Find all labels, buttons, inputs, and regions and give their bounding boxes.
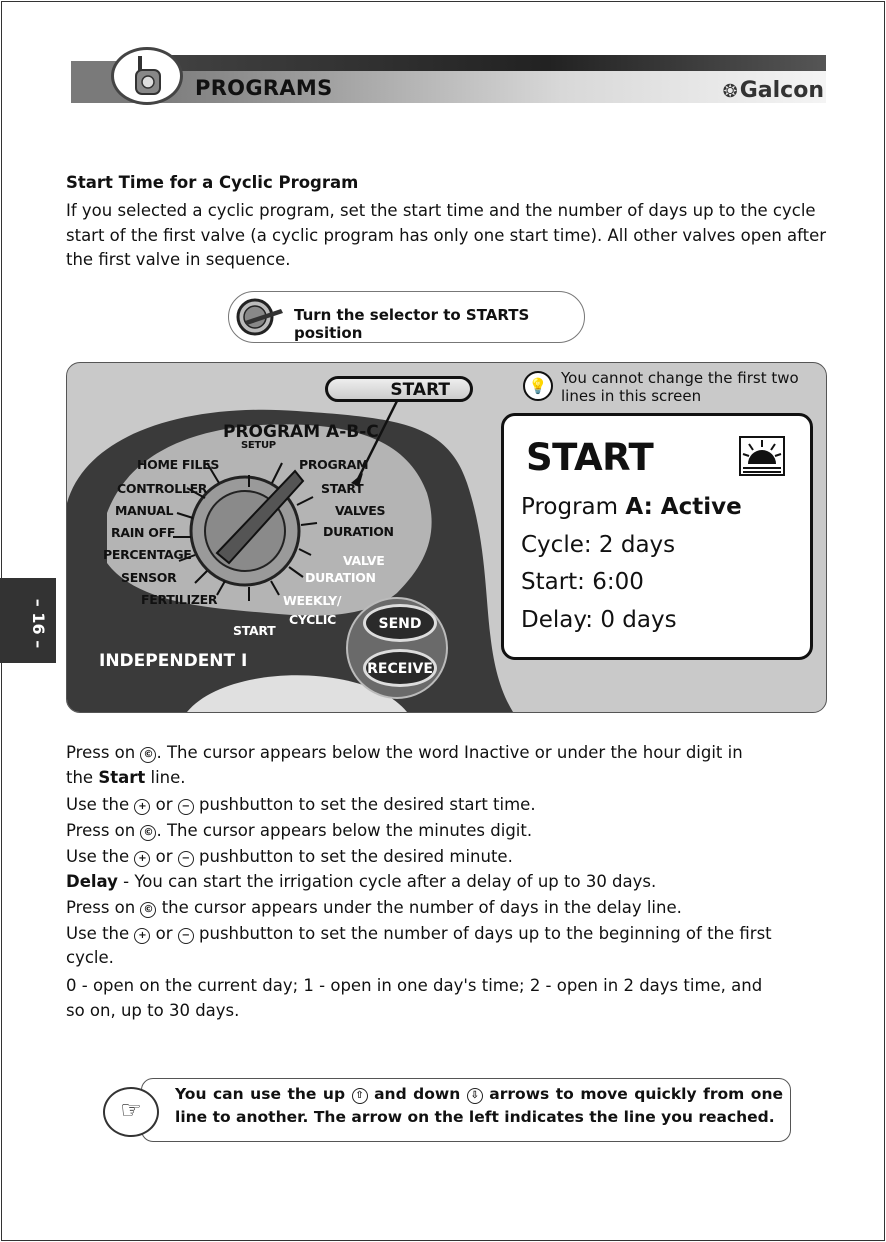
section-heading: Start Time for a Cyclic Program	[66, 173, 359, 192]
instr-text: . The cursor appears below the word Inactive or under the hour digit in	[156, 743, 743, 762]
down-arrow-icon: ⇩	[467, 1088, 483, 1104]
dial-label-valves: VALVES	[335, 503, 386, 518]
instr-text: or	[150, 795, 178, 814]
plus-button-icon: +	[134, 851, 150, 867]
receive-button: RECEIVE	[363, 649, 437, 687]
page-title: PROGRAMS	[195, 76, 333, 100]
header-banner	[71, 55, 826, 103]
instruction-line-2	[66, 766, 846, 791]
instr-text: pushbutton to set the desired start time.	[193, 795, 536, 814]
programs-logo	[111, 47, 183, 105]
dial-label-start-right: START	[321, 481, 364, 496]
instruction-line-10: 0 - open on the current day; 1 - open in one day's time; 2 - open in 2 days time, and	[66, 976, 763, 995]
controller-device-icon	[132, 54, 164, 98]
tip-note	[103, 1073, 791, 1143]
independent-label: INDEPENDENT I	[99, 651, 248, 671]
lcd-program-value: A: Active	[625, 494, 742, 520]
dial-label-rain-off: RAIN OFF	[111, 525, 176, 540]
lcd-delay-line: Delay: 0 days	[521, 607, 677, 633]
instr-text: Use the	[66, 847, 135, 866]
lcd-start-line: Start: 6:00	[521, 569, 644, 595]
instr-text: Press on	[66, 821, 141, 840]
instr-text: pushbutton to set the number of days up to the beginning of the first	[193, 924, 772, 943]
galcon-logo-icon: ❂	[722, 81, 738, 102]
dial-label-valve-duration: DURATION	[305, 570, 376, 585]
dial-label-program: PROGRAM	[299, 457, 369, 472]
banner-main-bar	[71, 71, 826, 103]
dial-label-sensor: SENSOR	[121, 570, 177, 585]
instr-text: pushbutton to set the desired minute.	[193, 847, 513, 866]
selector-hint	[228, 291, 585, 343]
dial-label-weekly: WEEKLY/	[283, 593, 342, 608]
selector-knob-icon	[233, 297, 289, 337]
instruction-line-7	[66, 896, 846, 921]
instruction-line-6	[66, 870, 846, 895]
start-callout: START	[325, 376, 473, 402]
tip-note-text	[175, 1083, 783, 1129]
lightbulb-icon: 💡	[523, 371, 553, 401]
instr-bold: Start	[98, 768, 146, 787]
brand-logo	[723, 78, 824, 103]
instruction-line-4	[66, 819, 846, 844]
instruction-line-3	[66, 793, 846, 818]
plus-button-icon: +	[134, 799, 150, 815]
dial-label-cyclic: CYCLIC	[289, 612, 336, 627]
dial-label-valve: VALVE	[343, 553, 385, 568]
send-button: SEND	[363, 604, 437, 642]
dial-label-fertilizer: FERTILIZER	[141, 592, 218, 607]
lcd-program-label: Program	[521, 494, 619, 520]
dial-label-percentage: PERCENTAGE	[103, 547, 192, 562]
tip-text-line-1: You cannot change the first two	[561, 369, 799, 387]
page-number: – 16 –	[29, 598, 49, 649]
dial-label-setup: SETUP	[241, 440, 276, 451]
controller-illustration	[66, 362, 827, 713]
note-text: arrows to move quickly from one line to another. The arrow on the left indicates the line you reached.	[175, 1085, 783, 1126]
instr-text: or	[150, 847, 178, 866]
c-button-icon: ©	[140, 902, 156, 918]
banner-top-bar	[131, 55, 826, 71]
page-number-tab	[0, 578, 56, 663]
note-text: You can use the up	[175, 1085, 352, 1103]
instruction-line-1	[66, 741, 846, 766]
instruction-line-9: cycle.	[66, 948, 114, 967]
section-paragraph: If you selected a cyclic program, set the start time and the number of days up to the cycle start of the first valve (a cyclic program has only one start time). All other valves open after the first valve in sequence.	[66, 201, 827, 269]
instr-text: Press on	[66, 898, 141, 917]
dial-label-manual: MANUAL	[115, 503, 174, 518]
tip-text	[561, 369, 799, 405]
up-arrow-icon: ⇧	[352, 1088, 368, 1104]
lcd-title: START	[526, 436, 654, 479]
dial-label-controller: CONTROLLER	[117, 481, 208, 496]
lcd-program-line	[521, 494, 742, 520]
dial-label-home-files: HOME FILES	[137, 457, 220, 472]
instruction-line-11: so on, up to 30 days.	[66, 1001, 240, 1020]
brand-name: Galcon	[739, 78, 824, 103]
instr-text: or	[150, 924, 178, 943]
lcd-screen	[501, 413, 813, 660]
instr-text: . The cursor appears below the minutes digit.	[156, 821, 533, 840]
minus-button-icon: −	[178, 928, 194, 944]
instr-text: Use the	[66, 795, 135, 814]
tip-text-line-2: lines in this screen	[561, 387, 702, 405]
dial-label-start-bottom: START	[233, 623, 276, 638]
instr-text: the	[66, 768, 99, 787]
dial-title: PROGRAM A-B-C	[223, 422, 379, 442]
dial-label-duration: DURATION	[323, 524, 394, 539]
instruction-line-8	[66, 922, 846, 947]
c-button-icon: ©	[140, 747, 156, 763]
instr-text: line.	[145, 768, 186, 787]
instr-text: Press on	[66, 743, 141, 762]
instruction-line-5	[66, 845, 846, 870]
instr-text: the cursor appears under the number of days in the delay line.	[156, 898, 682, 917]
minus-button-icon: −	[178, 851, 194, 867]
instr-bold: Delay	[66, 872, 118, 891]
instr-text: Use the	[66, 924, 135, 943]
minus-button-icon: −	[178, 799, 194, 815]
note-text: and down	[367, 1085, 467, 1103]
sunrise-icon	[739, 436, 785, 476]
plus-button-icon: +	[134, 928, 150, 944]
pointing-hand-icon: ☞	[103, 1087, 159, 1137]
lcd-cycle-line: Cycle: 2 days	[521, 532, 676, 558]
c-button-icon: ©	[140, 825, 156, 841]
instr-text: - You can start the irrigation cycle after a delay of up to 30 days.	[117, 872, 657, 891]
selector-hint-label: Turn the selector to STARTS position	[294, 306, 530, 342]
